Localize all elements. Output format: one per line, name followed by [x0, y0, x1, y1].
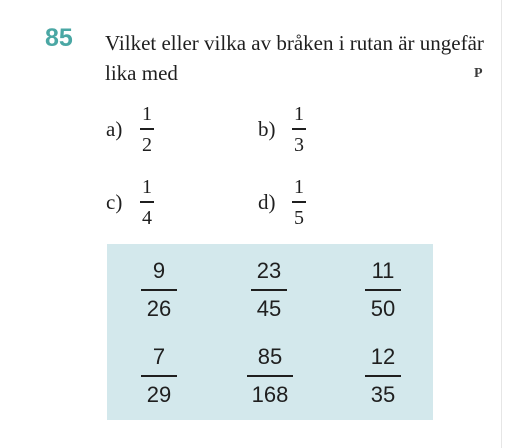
fraction-numerator: 85	[257, 344, 283, 369]
fraction-box	[107, 244, 433, 420]
fraction-bar	[365, 289, 401, 291]
fraction-bar	[365, 375, 401, 377]
box-fraction	[139, 344, 179, 408]
fraction-bar	[292, 128, 306, 130]
page-edge-divider	[501, 0, 502, 448]
option-c	[106, 176, 154, 229]
fraction-bar	[140, 128, 154, 130]
fraction-denominator: 29	[146, 381, 172, 407]
fraction-bar	[292, 201, 306, 203]
option-fraction	[140, 176, 154, 229]
option-d	[258, 176, 306, 229]
fraction-denominator: 2	[142, 133, 152, 156]
fraction-denominator: 35	[370, 381, 396, 407]
problem-question: Vilket eller vilka av bråken i rutan är ungefär lika med	[105, 31, 484, 85]
fraction-numerator: 23	[256, 258, 282, 283]
option-b	[258, 103, 306, 156]
fraction-numerator: 9	[152, 258, 166, 283]
fraction-bar	[140, 201, 154, 203]
option-fraction	[292, 176, 306, 229]
fraction-bar	[141, 289, 177, 291]
option-a	[106, 103, 154, 156]
fraction-numerator: 7	[152, 344, 166, 369]
fraction-denominator: 26	[146, 295, 172, 321]
fraction-numerator: 1	[294, 176, 304, 198]
box-fraction	[139, 258, 179, 322]
fraction-denominator: 5	[294, 206, 304, 229]
fraction-denominator: 168	[251, 381, 289, 407]
fraction-numerator: 1	[142, 176, 152, 198]
fraction-denominator: 45	[256, 295, 282, 321]
fraction-denominator: 3	[294, 133, 304, 156]
option-fraction	[140, 103, 154, 156]
fraction-numerator: 1	[142, 103, 152, 125]
fraction-bar	[247, 375, 293, 377]
option-label: a)	[106, 116, 123, 141]
box-fraction	[363, 344, 403, 408]
option-fraction	[292, 103, 306, 156]
fraction-bar	[251, 289, 287, 291]
option-label: c)	[106, 189, 123, 214]
option-label: b)	[258, 116, 276, 141]
fraction-denominator: 4	[142, 206, 152, 229]
fraction-numerator: 11	[371, 258, 395, 283]
problem-number: 85	[45, 24, 73, 52]
box-fraction	[247, 344, 293, 408]
fraction-numerator: 12	[370, 344, 396, 369]
box-fraction	[363, 258, 403, 322]
level-marker: P	[474, 66, 483, 81]
fraction-numerator: 1	[294, 103, 304, 125]
box-fraction	[249, 258, 289, 322]
option-label: d)	[258, 189, 276, 214]
fraction-denominator: 50	[370, 295, 396, 321]
fraction-bar	[141, 375, 177, 377]
